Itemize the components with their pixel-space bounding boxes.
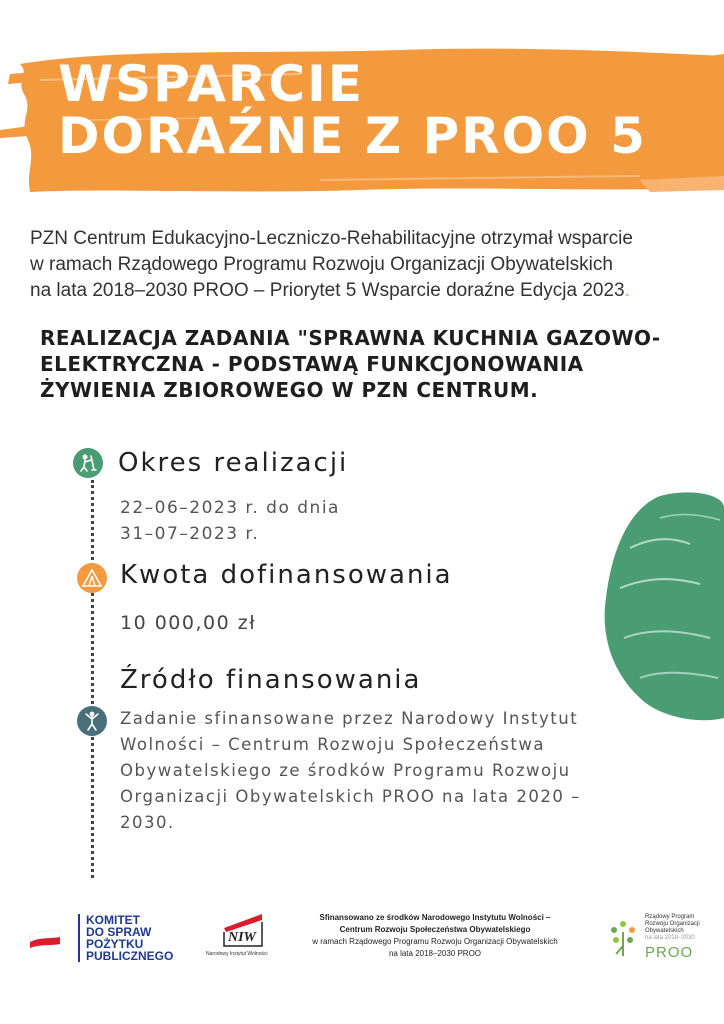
task-line: REALIZACJA ZADANIA "SPRAWNA KUCHNIA GAZOWO- [40, 326, 661, 350]
intro-line: w ramach Rządowego Programu Rozwoju Organizacji Obywatelskich [30, 254, 613, 275]
footer-center-line: Centrum Rozwoju Społeczeństwa Obywatelskiego [339, 925, 531, 934]
zrodlo-line: Obywatelskiego ze środków Programu Rozwoju [120, 761, 571, 780]
footer-center-line: na lata 2018–2030 PROO [388, 949, 482, 958]
komitet-line: DO SPRAW [86, 925, 152, 939]
proo-flower-icon [606, 916, 640, 960]
task-line: ŻYWIENIA ZBIOROWEGO W PZN CENTRUM. [40, 378, 539, 402]
zrodlo-line: 2030. [120, 813, 175, 832]
niw-logo-word: NIW [228, 930, 257, 945]
proo-line: Rządowy Program [645, 914, 695, 920]
komitet-logo-text [78, 914, 173, 962]
section-title-okres: Okres realizacji [118, 448, 349, 478]
tent-icon-glyph [77, 563, 107, 593]
person-arms-up-icon [77, 706, 107, 736]
title-line-1: WSPARCIE [58, 55, 364, 113]
intro-line-end: . [624, 280, 630, 301]
intro-line-text: na lata 2018–2030 PROO – Priorytet 5 Wsparcie doraźne Edycja 2023 [30, 280, 625, 301]
komitet-line: KOMITET [86, 913, 140, 927]
footer-center-line: Sfinansowano ze środków Narodowego Instytutu Wolności – [319, 913, 551, 922]
zrodlo-line: Zadanie sfinansowane przez Narodowy Instytut [120, 709, 579, 728]
person-shovel-icon [73, 448, 103, 478]
okres-line: 31–07–2023 r. [120, 524, 260, 544]
proo-logo-word: PROO [645, 944, 694, 961]
green-brush-blob [600, 488, 724, 724]
proo-line: Rozwoju Organizacji [645, 921, 700, 927]
proo-line: Obywatelskich [645, 928, 684, 934]
person-arms-up-icon-glyph [77, 706, 107, 736]
title-line-2: DORAŹNE Z PROO 5 [58, 107, 647, 165]
section-okres-text [120, 495, 340, 547]
niw-caption: Narodowy Instytut Wolności [206, 951, 268, 957]
section-kwota-value: 10 000,00 zł [120, 612, 257, 634]
intro-line: PZN Centrum Edukacyjno-Leczniczo-Rehabilitacyjne otrzymał wsparcie [30, 228, 633, 249]
footer-center-line: w ramach Rządowego Programu Rozwoju Organizacji Obywatelskich [312, 937, 558, 946]
polish-flag-icon [28, 928, 62, 948]
section-title-zrodlo: Źródło finansowania [120, 665, 422, 695]
person-shovel-icon-glyph [73, 448, 103, 478]
timeline-dotted-line [91, 480, 94, 878]
task-heading [40, 325, 700, 403]
tent-icon [77, 563, 107, 593]
komitet-line: POŻYTKU [86, 937, 144, 951]
komitet-line: PUBLICZNEGO [86, 949, 174, 963]
zrodlo-line: Wolności – Centrum Rozwoju Społeczeństwa [120, 735, 545, 754]
footer-funding-note [300, 912, 570, 960]
proo-logo-text [645, 914, 700, 942]
section-zrodlo-text [120, 706, 600, 836]
task-line: ELEKTRYCZNA - PODSTAWĄ FUNKCJONOWANIA [40, 352, 584, 376]
zrodlo-line: Organizacji Obywatelskich PROO na lata 2020 – [120, 787, 581, 806]
intro-line [30, 278, 710, 304]
okres-line: 22–06–2023 r. do dnia [120, 498, 340, 518]
section-title-kwota: Kwota dofinansowania [120, 560, 453, 590]
intro-paragraph [30, 226, 710, 304]
proo-line: na lata 2018–2030 [645, 935, 695, 941]
